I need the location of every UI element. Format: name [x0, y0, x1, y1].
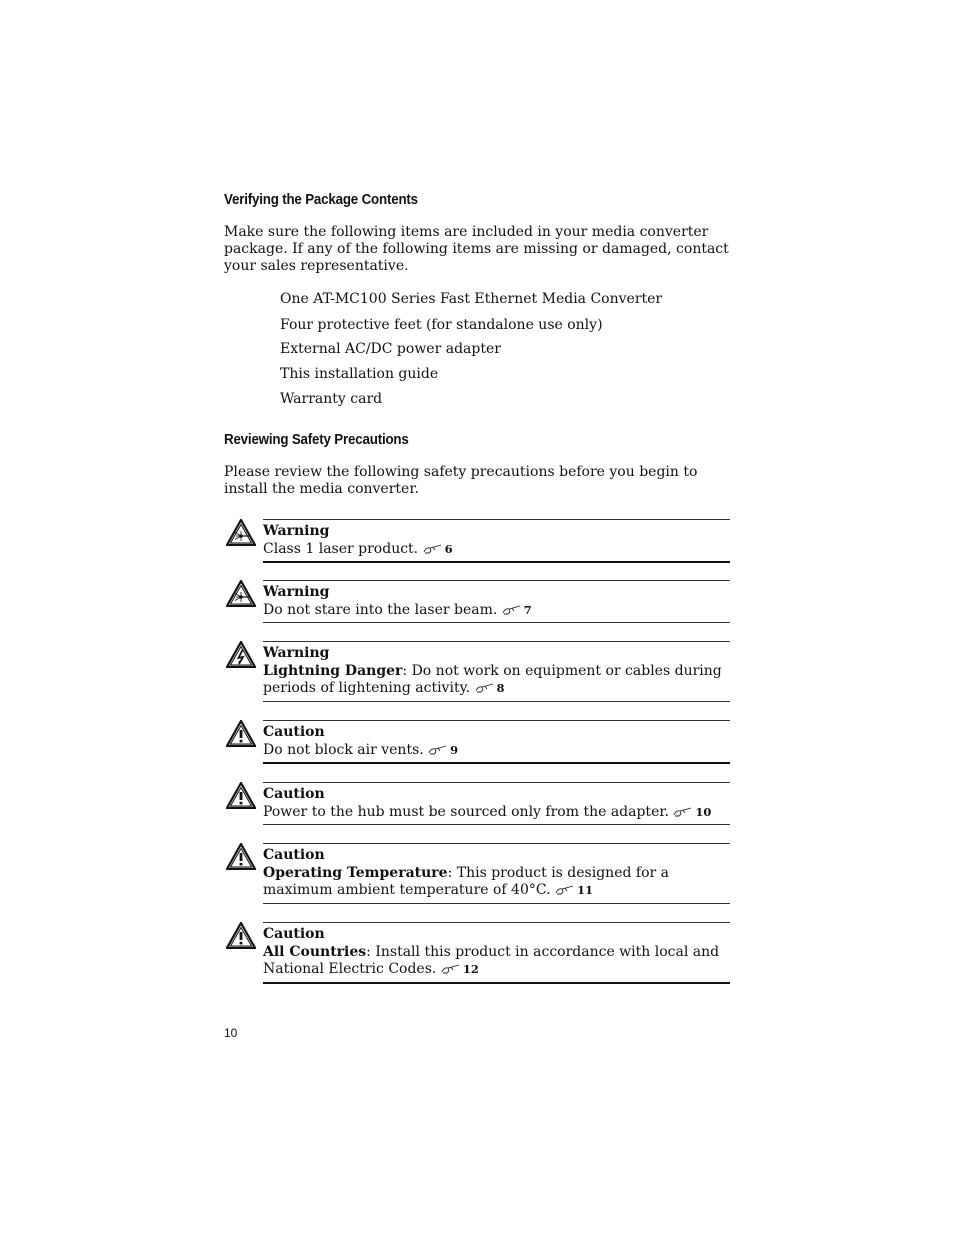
reference: [502, 602, 532, 618]
notice-title: Caution: [263, 724, 325, 740]
notice-body: [263, 519, 730, 563]
reference-number: 7: [523, 602, 532, 617]
notice-body: [263, 782, 730, 825]
reference: [475, 680, 505, 696]
notice-text: : Install this product in accordance with local and National Electric Codes.: [263, 943, 720, 977]
notice-text: Class 1 laser product.: [263, 540, 419, 557]
pointing-hand-icon: [475, 683, 495, 693]
notice-title: Warning: [263, 584, 330, 600]
reference-number: 8: [496, 681, 505, 695]
notice-body: [263, 922, 730, 984]
laser-warning-icon: [226, 519, 256, 546]
notice-title: Warning: [263, 645, 330, 661]
notice-body: [263, 641, 730, 702]
reference-number: 11: [577, 883, 594, 897]
notice-text: Do not stare into the laser beam.: [263, 601, 498, 618]
package-item: One AT-MC100 Series Fast Ethernet Media Converter: [280, 291, 663, 307]
reference: [441, 961, 479, 977]
pointing-hand-icon: [423, 544, 443, 554]
notice-title: Caution: [263, 847, 325, 863]
package-item: Four protective feet (for standalone use only): [280, 317, 603, 333]
reference: [428, 742, 458, 758]
notice-lead: Operating Temperature: [263, 864, 448, 881]
notice-title: Caution: [263, 926, 325, 942]
reference-number: 6: [444, 541, 453, 556]
pointing-hand-icon: [441, 964, 461, 974]
reference: [673, 804, 711, 820]
notice-text: Power to the hub must be sourced only from the adapter.: [263, 803, 669, 820]
page-number: 10: [224, 1026, 238, 1040]
notice-title: Caution: [263, 786, 325, 802]
notice-body: [263, 843, 730, 904]
exclamation-caution-icon: [226, 782, 256, 809]
package-contents-heading: Verifying the Package Contents: [224, 192, 418, 208]
exclamation-caution-icon: [226, 720, 256, 747]
notice-text: : This product is designed for a maximum ambient temperature of 40°C.: [263, 864, 669, 898]
reference-number: 12: [462, 962, 479, 976]
notice-lead: All Countries: [263, 943, 367, 960]
notice-body: [263, 580, 730, 623]
package-item: This installation guide: [280, 366, 439, 382]
exclamation-caution-icon: [226, 843, 256, 870]
notice-text: : Do not work on equipment or cables during periods of lightening activity.: [263, 662, 722, 696]
reference: [423, 541, 453, 557]
package-item: Warranty card: [280, 391, 383, 407]
reference-number: 9: [450, 742, 459, 757]
notice-text: Do not block air vents.: [263, 741, 424, 758]
pointing-hand-icon: [555, 885, 575, 895]
exclamation-caution-icon: [226, 922, 256, 949]
pointing-hand-icon: [428, 745, 448, 755]
package-contents-intro: Make sure the following items are included in your media converter package. If any of the following items are missing or damaged, contact your sales representative.: [224, 224, 729, 274]
reference: [555, 882, 593, 898]
laser-warning-icon: [226, 580, 256, 607]
package-item: External AC/DC power adapter: [280, 341, 501, 357]
safety-precautions-intro: Please review the following safety precautions before you begin to install the media converter.: [224, 464, 698, 497]
lightning-warning-icon: [226, 641, 256, 668]
pointing-hand-icon: [502, 605, 522, 615]
reference-number: 10: [695, 804, 712, 819]
notice-lead: Lightning Danger: [263, 662, 403, 679]
safety-precautions-heading: Reviewing Safety Precautions: [224, 432, 409, 448]
pointing-hand-icon: [673, 807, 693, 817]
notice-title: Warning: [263, 523, 330, 539]
notice-body: [263, 720, 730, 764]
